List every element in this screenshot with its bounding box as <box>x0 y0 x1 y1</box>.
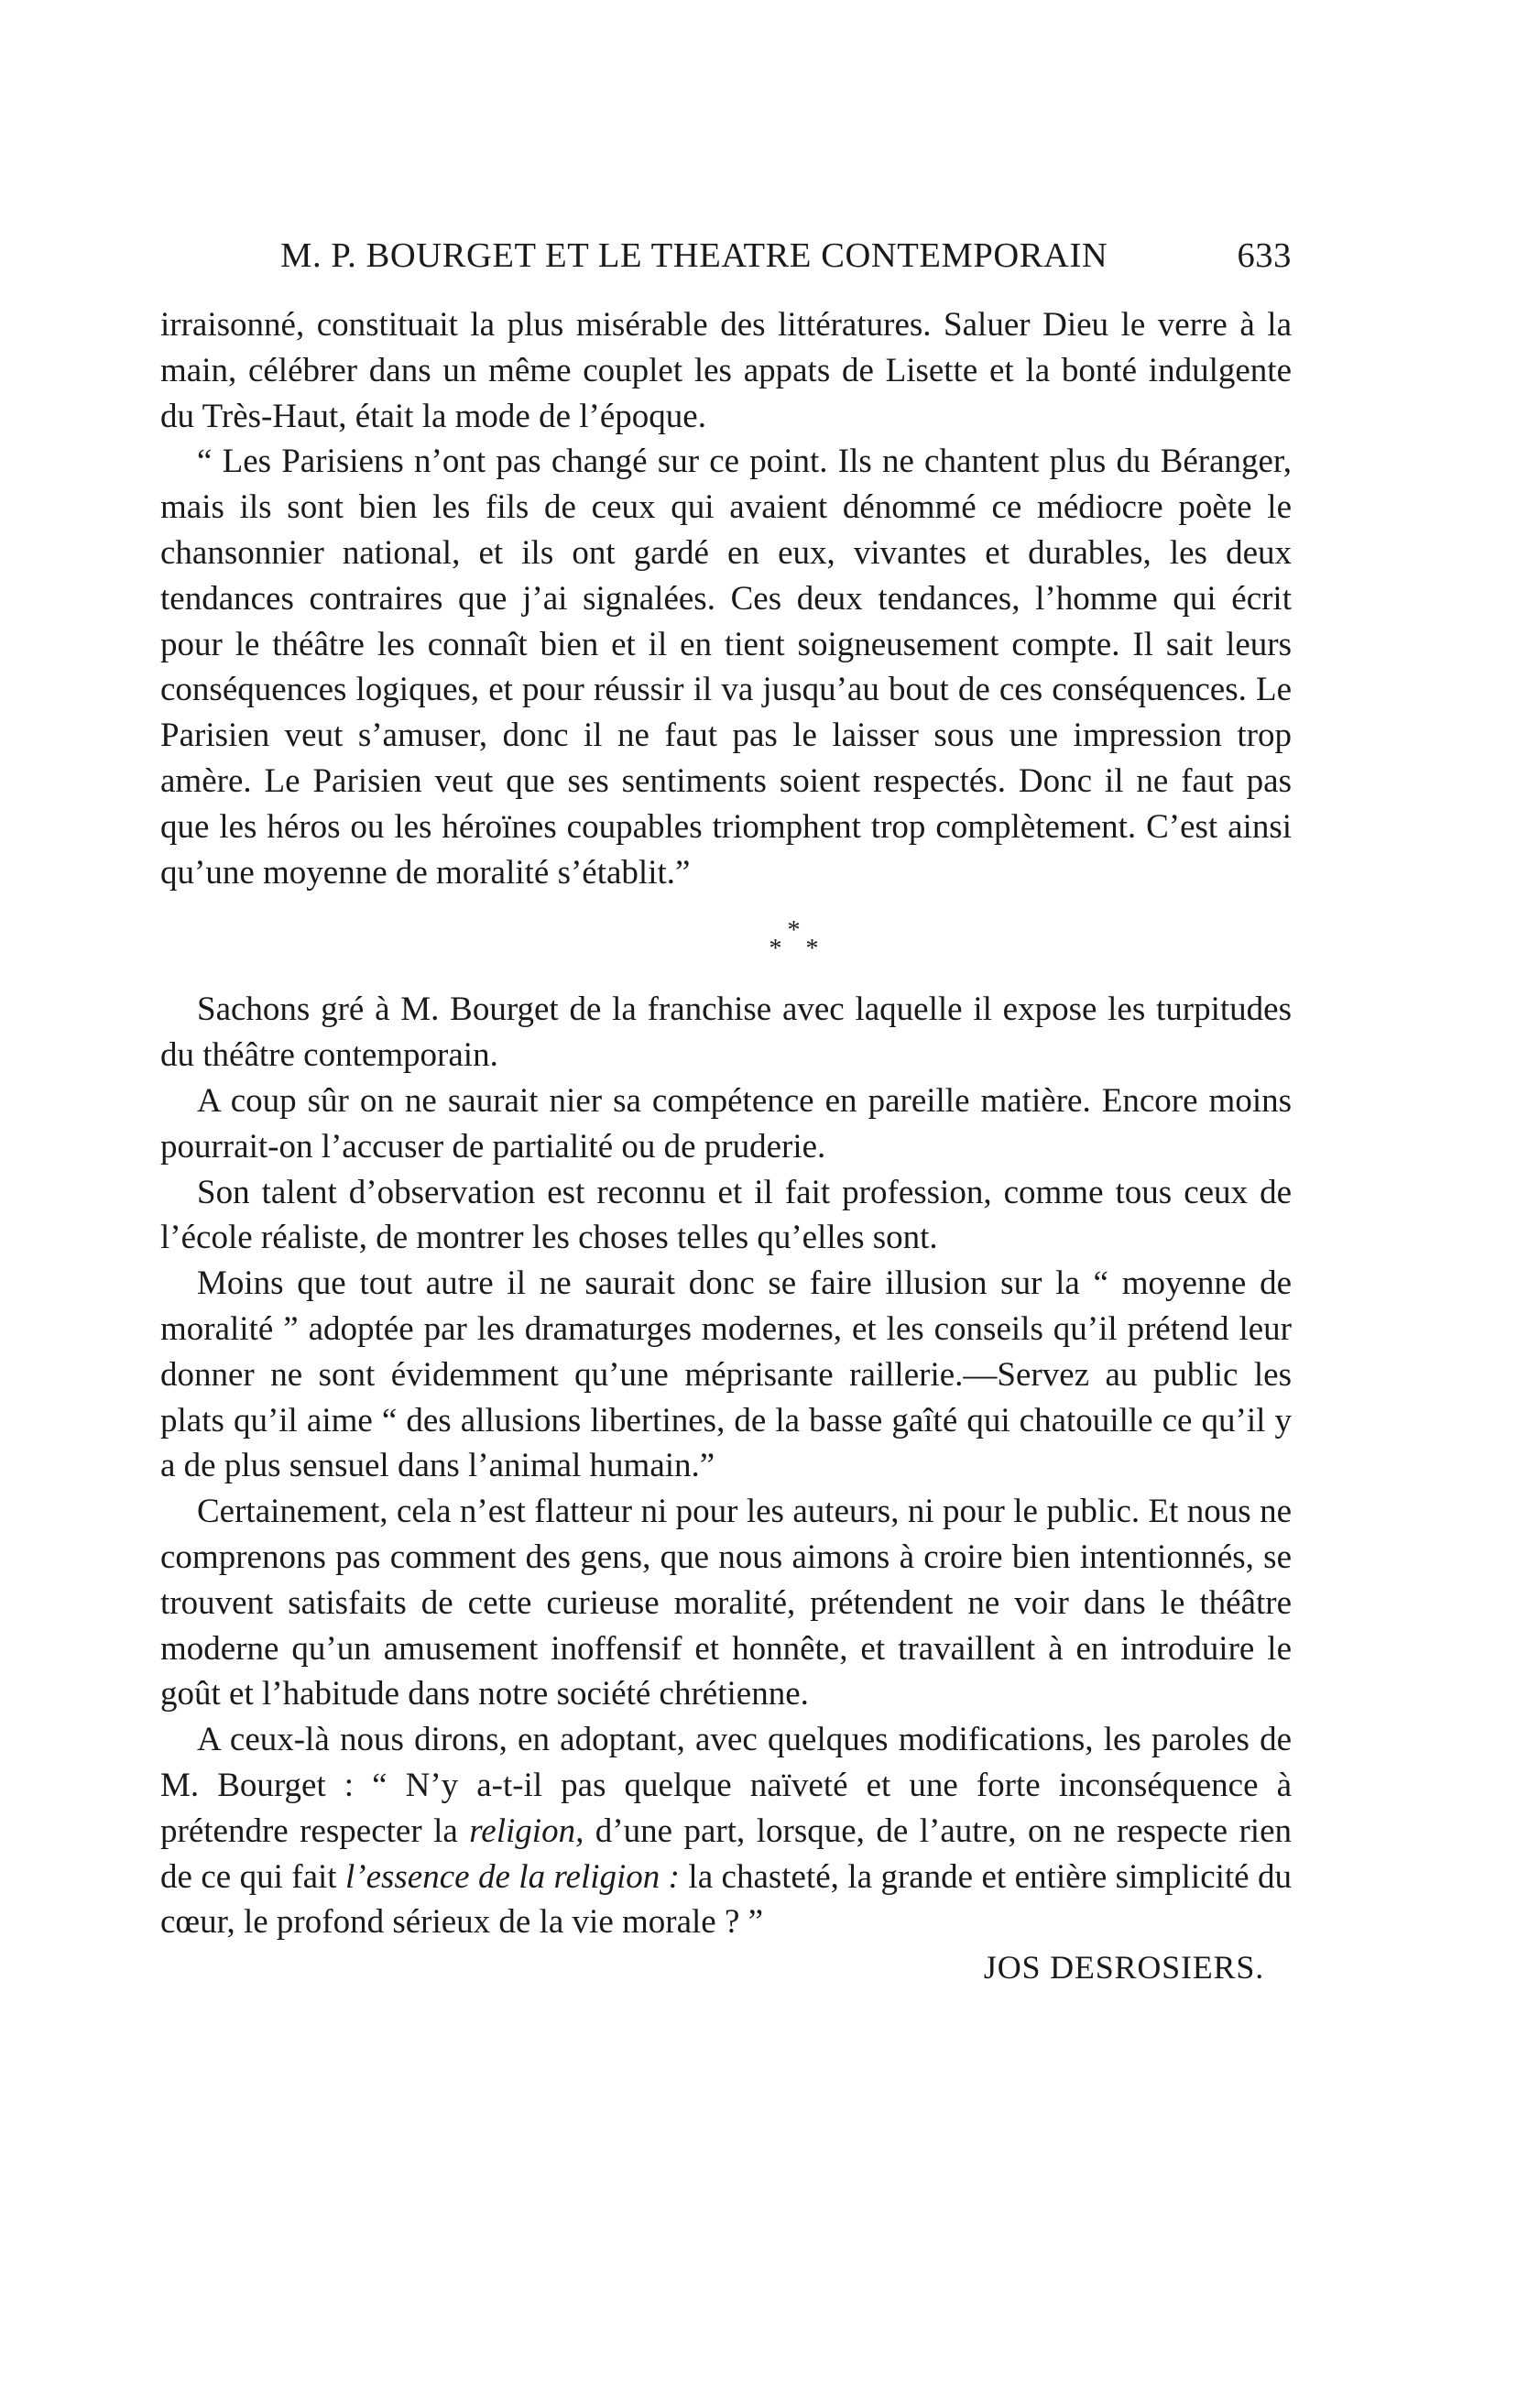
paragraph-1: irraisonné, constituait la plus misérable des littératures. Saluer Dieu le verre à la main, célébrer dans un même couplet les appats de Lisette et la bonté indulgente du Très-Haut, était la mode de l’époque. <box>160 306 1292 435</box>
paragraph-4: A coup sûr on ne saurait nier sa compétence en pareille matière. Encore moins pourrait-on l’accuser de partialité ou de pruderie. <box>160 1081 1292 1166</box>
paragraph-6: Moins que tout autre il ne saurait donc se faire illusion sur la “ moyenne de moralité ” adoptée par les dramaturges modernes, et les conseils qu’il prétend leur donner ne sont évidemment qu’une méprisante raillerie.—Servez au public les plats qu’il aime “ des allusions libertines, de la basse gaîté qui chatouille ce qu’il y a de plus sensuel dans l’animal humain.” <box>160 1264 1292 1485</box>
paragraph-8-part-3: la chasteté, la grande et entière simplicité du cœur, le profond sérieux de la vie morale ? ” <box>160 1857 1292 1942</box>
author-signature: JOS DESROSIERS. <box>983 1949 1264 1987</box>
paragraph-8 <box>160 1717 1292 1945</box>
asterism-divider <box>298 895 1292 987</box>
running-head-title: M. P. BOURGET ET LE THEATRE CONTEMPORAIN <box>280 236 1108 275</box>
body-text <box>160 302 1292 1991</box>
page-number: 633 <box>1237 236 1292 275</box>
paragraph-8-part-1: A ceux-là nous dirons, en adoptant, avec quelques modifications, les paroles de M. Bourget : “ N’y a-t-il pas quelque naïveté et une forte inconséquence à prétendre respecter la <box>160 1721 1292 1850</box>
paragraph-3: Sachons gré à M. Bourget de la franchise avec laquelle il expose les turpitudes du théâtre contemporain. <box>160 991 1292 1075</box>
asterism-mark: * * * <box>769 916 819 964</box>
paragraph-7: Certainement, cela n’est flatteur ni pour les auteurs, ni pour le public. Et nous ne comprenons pas comment des gens, que nous aimons à croire bien intentionnés, se trouvent satisfaits de cette curieuse moralité, prétendent ne voir dans le théâtre moderne qu’un amusement inoffensif et honnête, et travaillent à en introduire le goût et l’habitude dans notre société chrétienne. <box>160 1493 1292 1713</box>
paragraph-2-quote: “ Les Parisiens n’ont pas changé sur ce point. Ils ne chantent plus du Béranger, mais ils sont bien les fils de ceux qui avaient dénommé ce médiocre poète le chansonnier national, et ils ont gardé en eux, vivantes et durables, les deux tendances contraires que j’ai signalées. Ces deux tendances, l’homme qui écrit pour le théâtre les connaît bien et il en tient soigneusement compte. Il sait leurs conséquences logiques, et pour réussir il va jusqu’au bout de ces conséquences. Le Parisien veut s’amuser, donc il ne faut pas le laisser sous une impression trop amère. Le Parisien veut que ses sentiments soient respectés. Donc il ne faut pas que les héros ou les héroïnes coupables triomphent trop complètement. C’est ainsi qu’une moyenne de moralité s’établit.” <box>160 443 1292 892</box>
paragraph-8-italic-2: l’essence de la religion : <box>344 1857 681 1896</box>
running-head <box>160 234 1292 278</box>
paragraph-8-italic-1: religion, <box>469 1811 584 1850</box>
paragraph-5: Son talent d’observation est reconnu et il fait profession, comme tous ceux de l’école réaliste, de montrer les choses telles qu’elles sont. <box>160 1173 1292 1257</box>
paragraph-8-part-2: d’une part, lorsque, de l’autre, on ne respecte rien de ce qui fait <box>160 1811 1292 1896</box>
